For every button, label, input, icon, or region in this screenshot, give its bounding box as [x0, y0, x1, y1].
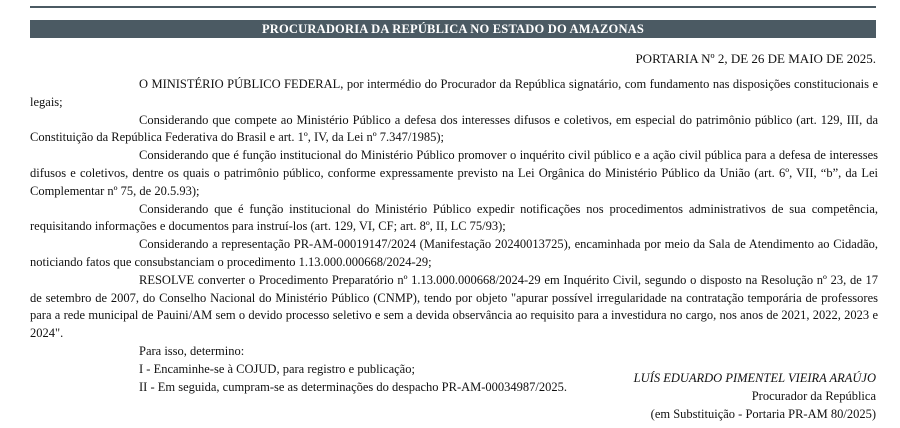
- paragraph-intro: O MINISTÉRIO PÚBLICO FEDERAL, por intermédio do Procurador da República signatário, com fundamento nas disposições constitucionais e legais;: [30, 77, 878, 109]
- paragraph-considerando-4: Considerando a representação PR-AM-00019147/2024 (Manifestação 20240013725), encaminhada por meio da Sala de Atendimento ao Cidadão, noticiando fatos que consubstanciam o procedimento 1.13.000.000668/2024-29;: [30, 237, 878, 269]
- paragraph-considerando-1: Considerando que compete ao Ministério Público a defesa dos interesses difusos e coletivos, em especial do patrimônio público (art. 129, III, da Constituição da República Federativa do Brasil e art. 1º, IV, da Lei nº 7.347/1985);: [30, 112, 878, 145]
- portaria-title: PORTARIA Nº 2, DE 26 DE MAIO DE 2025.: [635, 51, 876, 66]
- header-title: PROCURADORIA DA REPÚBLICA NO ESTADO DO AMAZONAS: [261, 21, 645, 36]
- paragraph-considerando-3: Considerando que é função institucional do Ministério Público expedir notificações nos procedimentos administrativos de sua competência, requisitando informações e documentos para instruí-los (art. 129, VI, CF; art. 8º, II, LC 75/93);: [30, 201, 878, 234]
- paragraph-considerando-2: Considerando que é função institucional do Ministério Público promover o inquérito civil público e a ação civil pública para a defesa de interesses difusos e coletivos, dentre os quais o patrimônio público, conforme expressamente previsto na Lei Orgânica do Ministério Público da União (art. 6º, VII, “b”, da Lei Complementar nº 75, de 20.5.93);: [30, 148, 878, 198]
- paragraph-resolve: RESOLVE converter o Procedimento Preparatório nº 1.13.000.000668/2024-29 em Inquérito Civil, segundo o disposto na Resolução nº 23, de 17 de setembro de 2007, do Conselho Nacional do Ministério Público (CNMP), tendo por objeto "apurar possível irregularidade na contratação temporária de professores para a rede municipal de Pauini/AM sem o devido processo seletivo e sem a devida observância ao requisito para a investidura no cargo, nos anos de 2021, 2022, 2023 e 2024".: [30, 272, 878, 341]
- document-body: [30, 76, 878, 396]
- top-divider: [30, 6, 876, 8]
- determine-intro: Para isso, determino:: [139, 343, 245, 358]
- signatory-name: LUÍS EDUARDO PIMENTEL VIEIRA ARAÚJO: [633, 371, 876, 385]
- signatory-note: (em Substituição - Portaria PR-AM 80/2025): [650, 406, 876, 421]
- signatory-role: Procurador da República: [751, 388, 876, 403]
- section-header: [30, 20, 876, 38]
- signature-block: [634, 370, 876, 423]
- determination-item-1: I - Encaminhe-se à COJUD, para registro e publicação;: [139, 361, 415, 376]
- determination-item-2: II - Em seguida, cumpram-se as determinações do despacho PR-AM-00034987/2025.: [139, 379, 568, 394]
